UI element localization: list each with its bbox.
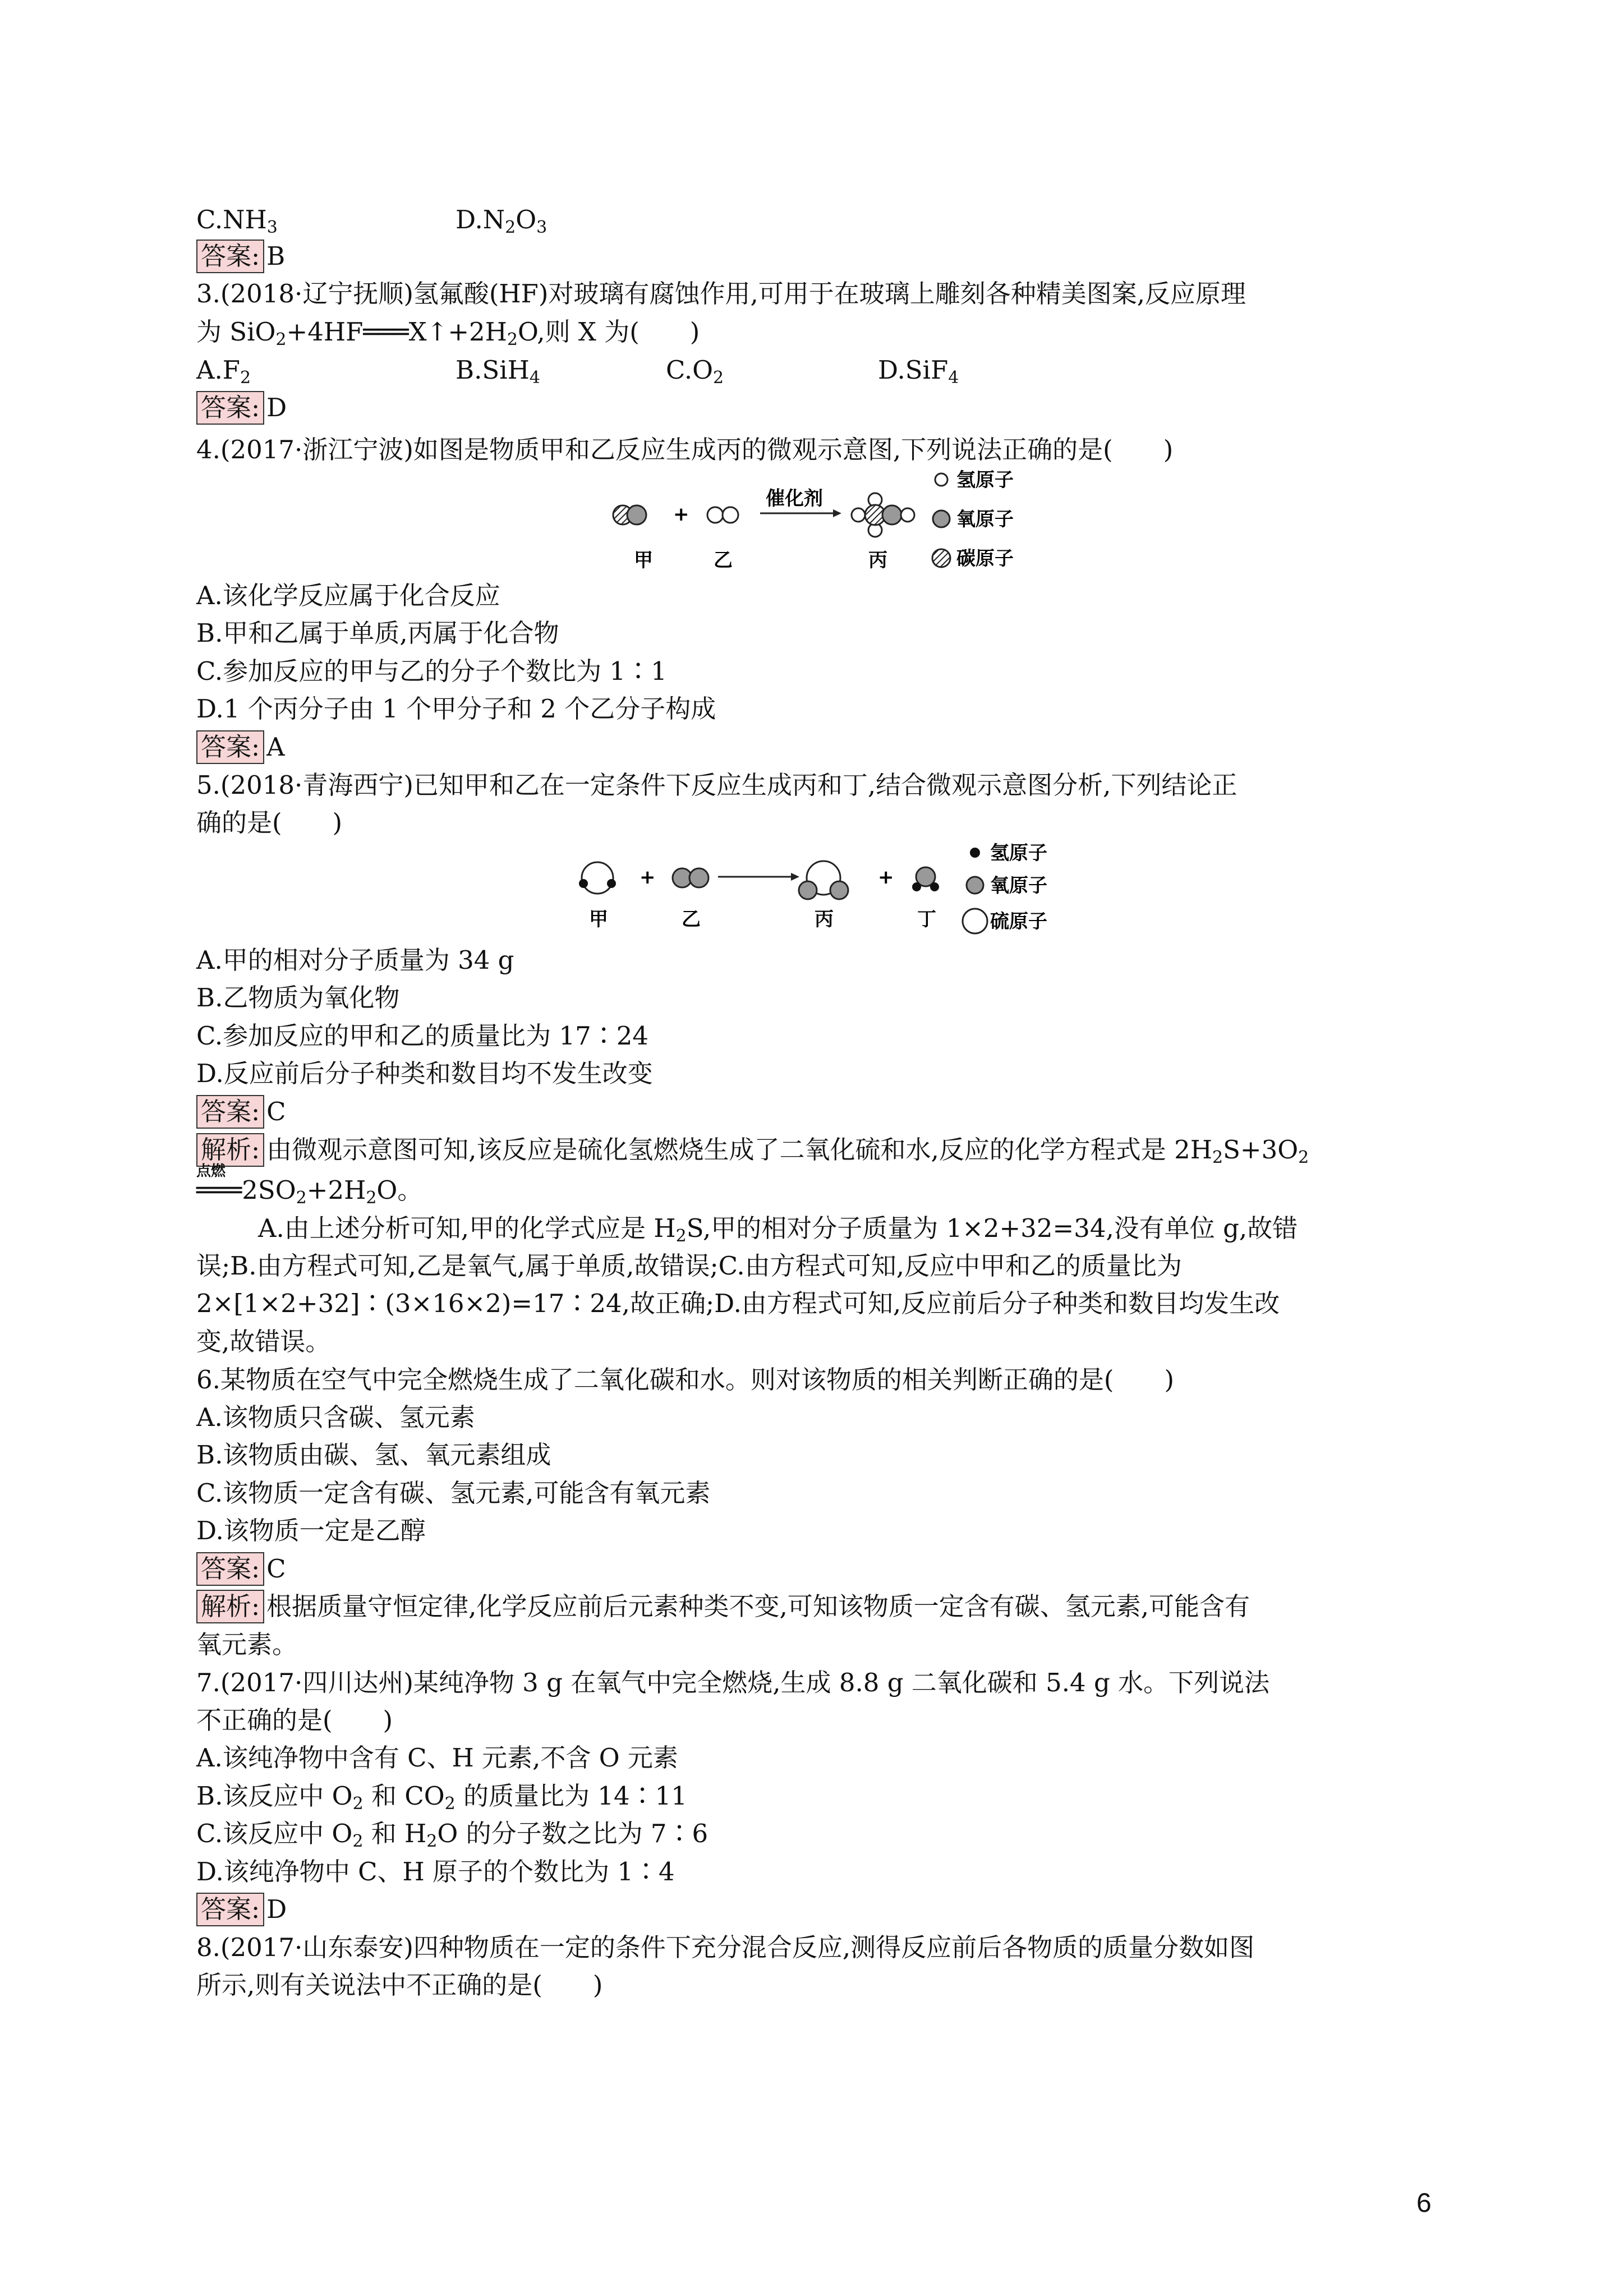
legend-carbon: 碳原子 — [956, 547, 1014, 570]
q6-option-a: A.该物质只含碳、氢元素 — [196, 1402, 475, 1432]
q5-analysis-line3: A.由上述分析可知,甲的化学式应是 $H_2S$,甲的相对分子质量为 1×2+32=34,没有单位 g,故错 — [258, 1213, 1298, 1246]
q2-option-c: $C.NH_3$ — [196, 205, 278, 237]
label-yi: 乙 — [682, 908, 701, 931]
q8-stem-line1: 8.(2017·山东泰安)四种物质在一定的条件下充分混合反应,测得反应前后各物质的质量分数如图 — [196, 1932, 1255, 1962]
q5-stem-line1: 5.(2018·青海西宁)已知甲和乙在一定条件下反应生成丙和丁,结合微观示意图分析,下列结论正 — [196, 770, 1237, 800]
q8-stem-line2: 所示,则有关说法中不正确的是( ) — [196, 1970, 603, 2000]
analysis-label: 解析: — [196, 1590, 264, 1623]
legend-sulfur: 硫原子 — [990, 910, 1047, 933]
q3-stem-line1: 3.(2018·辽宁抚顺)氢氟酸(HF)对玻璃有腐蚀作用,可用于在玻璃上雕刻各种精美图案,反应原理 — [196, 279, 1246, 309]
hydrogen-atom — [707, 507, 723, 523]
label-bing: 丙 — [815, 908, 834, 931]
q5-analysis-line6: 变,故错误。 — [196, 1327, 331, 1356]
q2-option-d: $D.N_2O_3$ — [456, 205, 548, 237]
legend-oxygen: 氧原子 — [990, 875, 1047, 897]
answer-label: 答案: — [196, 1095, 264, 1129]
q5-option-c: C.参加反应的甲和乙的质量比为 17∶24 — [196, 1021, 648, 1051]
legend-hydrogen: 氢原子 — [956, 469, 1014, 491]
q5-option-b: B.乙物质为氧化物 — [196, 983, 400, 1013]
q5-option-d: D.反应前后分子种类和数目均不发生改变 — [196, 1059, 653, 1088]
q4-answer: 答案: A — [196, 729, 285, 765]
q5-stem-line2: 确的是( ) — [196, 808, 343, 838]
q5-analysis-line2: 点燃 $═══2SO_2+2H_2O$。 — [196, 1163, 423, 1208]
q5-analysis-line4: 误;B.由方程式可知,乙是氧气,属于单质,故错误;C.由方程式可知,反应中甲和乙的质量比为 — [196, 1251, 1183, 1281]
oxygen-atom — [627, 505, 646, 524]
q3-options: $A.F_2$ B.SiH$_4$ $C.O_2$ D.SiF$_4$ — [196, 355, 959, 388]
answer-label: 答案: — [196, 1552, 264, 1586]
label-bing: 丙 — [868, 549, 887, 572]
q6-analysis-line2: 氧元素。 — [196, 1630, 298, 1659]
svg-text:+: + — [878, 866, 894, 889]
q7-stem-line1: 7.(2017·四川达州)某纯净物 3 g 在氧气中完全燃烧,生成 8.8 g 二氧化碳和 5.4 g 水。下列说法 — [196, 1668, 1270, 1697]
q4-option-d: D.1 个丙分子由 1 个甲分子和 2 个乙分子构成 — [196, 694, 716, 724]
answer-label: 答案: — [196, 730, 264, 764]
q5-option-a: A.甲的相对分子质量为 34 g — [196, 945, 514, 975]
q6-answer: 答案: C — [196, 1551, 286, 1587]
q7-option-a: A.该纯净物中含有 C、H 元素,不含 O 元素 — [196, 1743, 678, 1773]
q7-option-b: B.该反应中 $O_2$ 和 $CO_2$ 的质量比为 14∶11 — [196, 1781, 687, 1814]
label-ding: 丁 — [917, 908, 936, 931]
analysis-label: 解析: — [196, 1133, 264, 1167]
q5-answer: 答案: C — [196, 1094, 286, 1130]
q6-option-c: C.该物质一定含有碳、氢元素,可能含有氧元素 — [196, 1478, 711, 1508]
answer-label: 答案: — [196, 240, 264, 273]
q4-option-c: C.参加反应的甲与乙的分子个数比为 1∶1 — [196, 656, 667, 686]
q7-answer: 答案: D — [196, 1892, 287, 1927]
q6-analysis-line1: 解析: 根据质量守恒定律,化学反应前后元素种类不变,可知该物质一定含有碳、氢元素,可能含有 — [196, 1589, 1250, 1625]
q5-analysis-line1: 解析: 由微观示意图可知,该反应是硫化氢燃烧生成了二氧化硫和水,反应的化学方程式是 $2H_2S+3O_2$ — [196, 1132, 1309, 1168]
q6-option-b: B.该物质由碳、氢、氧元素组成 — [196, 1440, 551, 1470]
label-jia: 甲 — [634, 549, 653, 572]
q7-option-c: C.该反应中 $O_2$ 和 $H_2O$ 的分子数之比为 7∶6 — [196, 1819, 709, 1851]
legend-hydrogen: 氢原子 — [990, 842, 1047, 864]
q7-option-d: D.该纯净物中 C、H 原子的个数比为 1∶4 — [196, 1857, 675, 1887]
q7-stem-line2: 不正确的是( ) — [196, 1705, 393, 1735]
label-jia: 甲 — [589, 908, 608, 931]
q3-stem-line2: 为 $SiO_2+4HF═══X↑+2H_2O$,则 X 为( ) — [196, 317, 700, 349]
q5-molecule-diagram — [572, 839, 1077, 940]
q2-options — [196, 202, 547, 238]
q4-stem: 4.(2017·浙江宁波)如图是物质甲和乙反应生成丙的微观示意图,下列说法正确的是( ) — [196, 435, 1174, 464]
q2-answer: 答案: B — [196, 238, 285, 274]
hydrogen-atom — [723, 507, 738, 523]
answer-label: 答案: — [196, 1893, 264, 1926]
q6-option-d: D.该物质一定是乙醇 — [196, 1516, 426, 1545]
q4-molecule-diagram — [606, 463, 1066, 581]
q6-stem: 6.某物质在空气中完全燃烧生成了二氧化碳和水。则对该物质的相关判断正确的是( ) — [196, 1365, 1175, 1395]
svg-text:+: + — [673, 503, 689, 526]
q4-option-b: B.甲和乙属于单质,丙属于化合物 — [196, 618, 559, 648]
page-number: 6 — [1416, 2188, 1432, 2218]
legend-oxygen: 氧原子 — [956, 508, 1014, 531]
q4-option-a: A.该化学反应属于化合反应 — [196, 581, 500, 610]
svg-text:催化剂: 催化剂 — [766, 487, 823, 510]
svg-text:+: + — [640, 866, 656, 889]
label-yi: 乙 — [714, 549, 733, 572]
answer-label: 答案: — [196, 391, 264, 425]
q5-analysis-line5: 2×[1×2+32]∶(3×16×2)=17∶24,故正确;D.由方程式可知,反应前后分子种类和数目均发生改 — [196, 1289, 1280, 1318]
q3-answer: 答案: D — [196, 390, 287, 426]
